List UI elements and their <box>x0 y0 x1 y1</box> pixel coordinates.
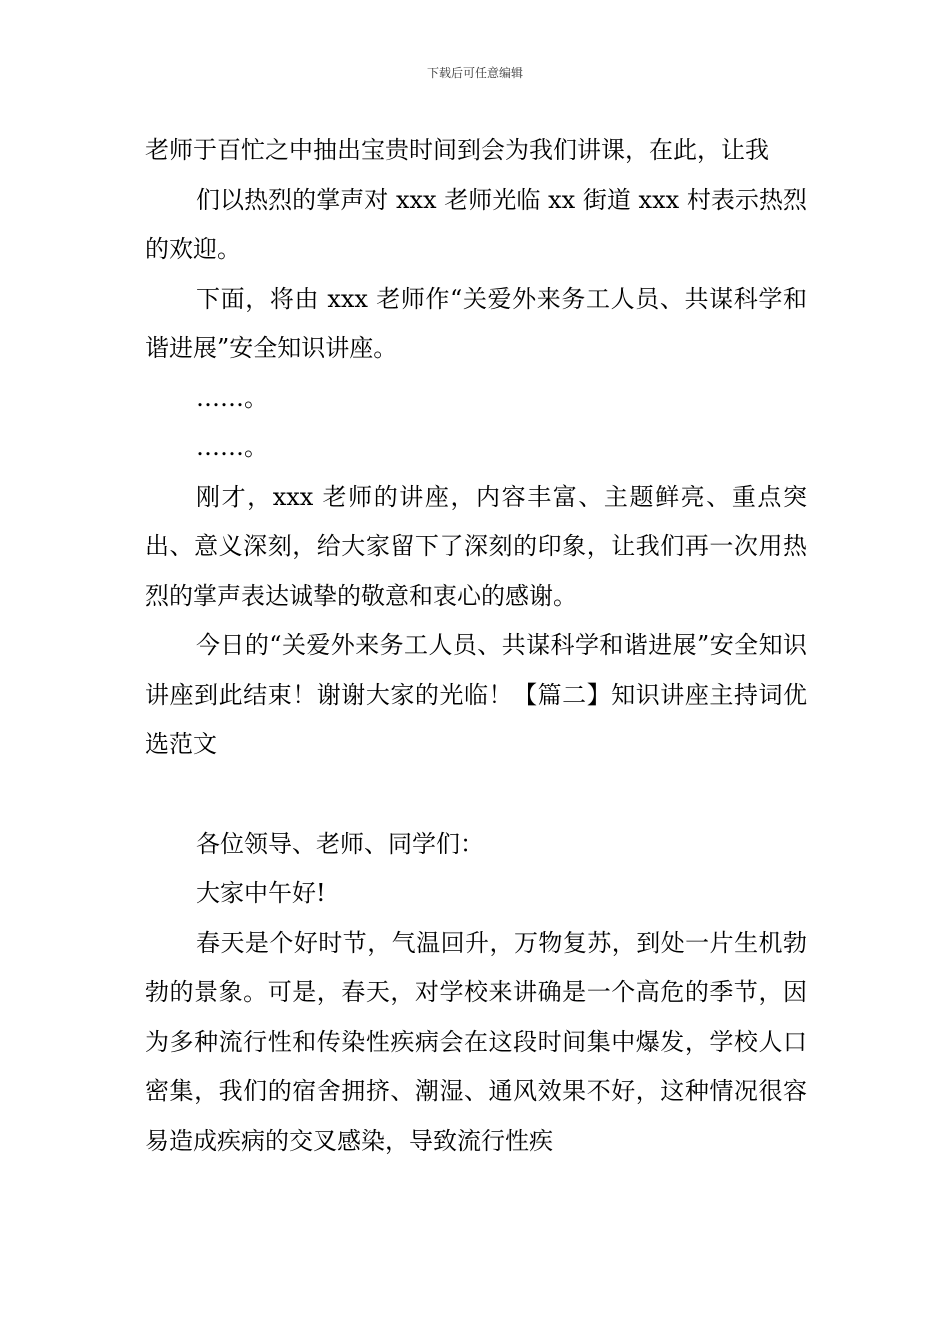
paragraph-ellipsis-1: ……。 <box>196 383 268 412</box>
salutation: 各位领导、老师、同学们： <box>196 829 484 858</box>
paragraph-1: 老师于百忙之中抽出宝贵时间到会为我们讲课，在此，让我 <box>145 136 769 164</box>
paragraph-6: 春天是个好时节，气温回升，万物复苏，到处一片生机勃勃的景象。可是，春天，对学校来讲确是一个高危的季节，因为多种流行性和传染性疾病会在这段时间集中爆发，学校人口密集，我们的宿舍拥挤、潮湿、通风效果不好，这种情况很容易造成疾病的交叉感染，导致流行性疾 <box>145 928 807 1155</box>
page-header: 下载后可任意编辑 <box>426 66 523 80</box>
paragraph-ellipsis-2: ……。 <box>196 433 268 461</box>
paragraph-2: 们以热烈的掌声对 xxx 老师光临 xx 街道 xxx 村表示热烈的欢迎。 <box>145 185 807 263</box>
paragraph-3: 下面，将由 xxx 老师作“关爱外来务工人员、共谋科学和谐进展”安全知识讲座。 <box>145 284 807 362</box>
greeting: 大家中午好! <box>196 879 326 907</box>
paragraph-4: 刚才，xxx 老师的讲座，内容丰富、主题鲜亮、重点突出、意义深刻，给大家留下了深刻的印象，让我们再一次用热烈的掌声表达诚挚的敬意和衷心的感谢。 <box>145 482 807 610</box>
document-body <box>145 126 807 1166</box>
paragraph-5: 今日的“关爱外来务工人员、共谋科学和谐进展”安全知识讲座到此结束！谢谢大家的光临！【篇二】知识讲座主持词优选范文 <box>145 631 807 758</box>
